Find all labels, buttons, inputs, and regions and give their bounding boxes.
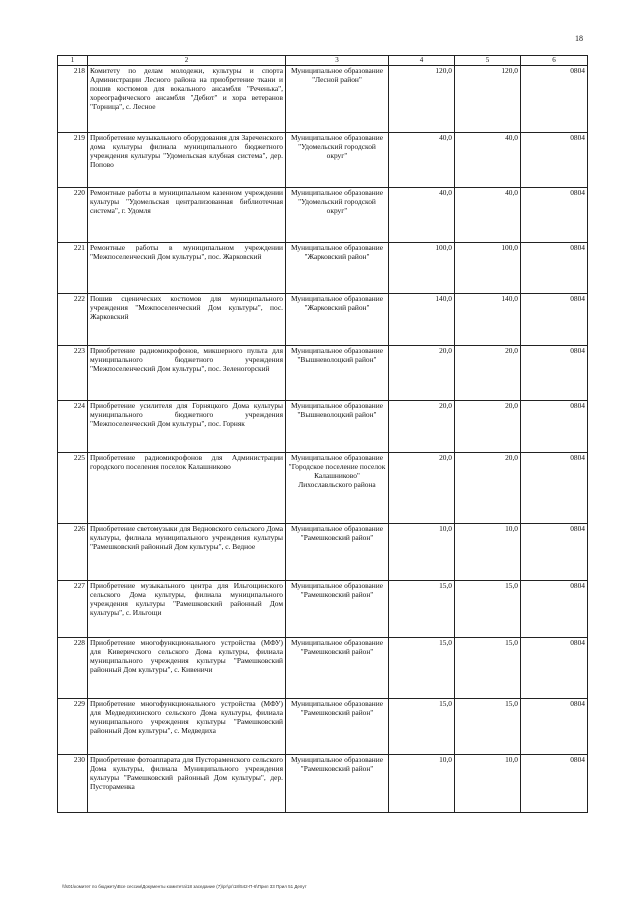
- row-amount-col5: 140,0: [455, 294, 521, 346]
- row-code: 0804: [521, 524, 588, 581]
- row-number: 229: [58, 699, 88, 755]
- appropriations-table: [57, 55, 588, 813]
- row-description: Приобретение радиомикрофонов, микшерного пульта для муниципального бюджетного учреждения "Межпоселенческий Дом культуры", пос. Зеленогорский: [88, 346, 286, 401]
- row-code: 0804: [521, 243, 588, 294]
- row-amount-col5: 100,0: [455, 243, 521, 294]
- table-row: [58, 755, 588, 813]
- row-amount-col5: 20,0: [455, 401, 521, 453]
- row-code: 0804: [521, 294, 588, 346]
- row-number: 225: [58, 453, 88, 524]
- row-code: 0804: [521, 453, 588, 524]
- row-number: 222: [58, 294, 88, 346]
- row-amount-col4: 20,0: [389, 453, 455, 524]
- row-description: Ремонтные работы в муниципальном казенном учреждении культуры "Удомельская централизованная библиотечная система", г. Удомля: [88, 188, 286, 243]
- column-number-row: [58, 56, 588, 66]
- row-municipality: Муниципальное образование "Рамешковский район": [286, 699, 389, 755]
- row-number: 220: [58, 188, 88, 243]
- row-description: Приобретение музыкального центра для Ильгощинского сельского Дома культуры, филиала муниципального учреждения культуры "Рамешковский районный Дом культуры", с. Ильгощи: [88, 581, 286, 638]
- row-amount-col5: 15,0: [455, 638, 521, 699]
- row-code: 0804: [521, 638, 588, 699]
- row-code: 0804: [521, 188, 588, 243]
- row-amount-col4: 120,0: [389, 66, 455, 133]
- row-number: 228: [58, 638, 88, 699]
- row-amount-col5: 15,0: [455, 699, 521, 755]
- col-header-1: 1: [58, 56, 88, 66]
- table-row: [58, 699, 588, 755]
- row-amount-col5: 20,0: [455, 453, 521, 524]
- table-row: [58, 66, 588, 133]
- row-amount-col4: 15,0: [389, 638, 455, 699]
- row-number: 221: [58, 243, 88, 294]
- row-code: 0804: [521, 133, 588, 188]
- row-code: 0804: [521, 581, 588, 638]
- col-header-3: 3: [286, 56, 389, 66]
- row-amount-col4: 100,0: [389, 243, 455, 294]
- row-code: 0804: [521, 755, 588, 813]
- col-header-2: 2: [88, 56, 286, 66]
- row-description: Приобретение многофункционального устройства (МФУ) для Киверичского сельского Дома культуры, филиала муниципального учреждения культуры "Рамешковский районный Дом культуры", с. Кивеничи: [88, 638, 286, 699]
- table-row: [58, 524, 588, 581]
- row-description: Приобретение музыкального оборудования для Зареченского дома культуры филиала муниципального бюджетного учреждения культуры "Удомельская клубная система", дер. Попово: [88, 133, 286, 188]
- row-description: Приобретение усилителя для Горняцкого Дома культуры муниципального бюджетного учреждения "Межпоселенческий Дом культуры", пос. Горняк: [88, 401, 286, 453]
- row-description: Ремонтные работы в муниципальном учреждении "Межпоселенческий Дом культуры", пос. Жарковский: [88, 243, 286, 294]
- table-row: [58, 581, 588, 638]
- row-number: 223: [58, 346, 88, 401]
- row-description: Приобретение светомузыки для Ведновского сельского Дома культуры, филиала муниципального учреждения культуры "Рамешковский районный Дом культуры", с. Ведное: [88, 524, 286, 581]
- row-municipality: Муниципальное образование "Рамешковский район": [286, 755, 389, 813]
- table-row: [58, 294, 588, 346]
- row-amount-col5: 10,0: [455, 755, 521, 813]
- row-amount-col5: 20,0: [455, 346, 521, 401]
- row-municipality: Муниципальное образование "Рамешковский район": [286, 524, 389, 581]
- row-municipality: Муниципальное образование "Вышневолоцкий район": [286, 401, 389, 453]
- row-amount-col4: 140,0: [389, 294, 455, 346]
- row-municipality: Муниципальное образование "Удомельский городской округ": [286, 188, 389, 243]
- row-code: 0804: [521, 66, 588, 133]
- row-municipality: Муниципальное образование "Лесной район": [286, 66, 389, 133]
- table-row: [58, 453, 588, 524]
- row-description: Комитету по делам молодежи, культуры и спорта Администрации Лесного района на приобретение ткани и пошив костюмов для вокального ансамбля "Реченька", хореографического ансамбля "Дебют" и хора ветеранов "Горница", с. Лесное: [88, 66, 286, 133]
- table-row: [58, 243, 588, 294]
- table-row: [58, 133, 588, 188]
- row-number: 218: [58, 66, 88, 133]
- row-amount-col4: 15,0: [389, 581, 455, 638]
- col-header-4: 4: [389, 56, 455, 66]
- row-description: Приобретение радиомикрофонов для Администрации городского поселения поселок Калашниково: [88, 453, 286, 524]
- row-amount-col4: 40,0: [389, 188, 455, 243]
- row-amount-col5: 40,0: [455, 188, 521, 243]
- row-municipality: Муниципальное образование "Городское поселение поселок Калашниково" Лихославльского района: [286, 453, 389, 524]
- row-amount-col5: 120,0: [455, 66, 521, 133]
- row-municipality: Муниципальное образование "Рамешковский район": [286, 638, 389, 699]
- page-number: 18: [575, 34, 583, 43]
- row-code: 0804: [521, 699, 588, 755]
- row-amount-col5: 40,0: [455, 133, 521, 188]
- row-amount-col4: 15,0: [389, 699, 455, 755]
- row-description: Пошив сценических костюмов для муниципального учреждения "Межпоселенческий Дом культуры", пос. Жарковский: [88, 294, 286, 346]
- row-municipality: Муниципальное образование "Вышневолоцкий район": [286, 346, 389, 401]
- row-code: 0804: [521, 346, 588, 401]
- row-municipality: Муниципальное образование "Рамешковский район": [286, 581, 389, 638]
- row-number: 226: [58, 524, 88, 581]
- file-path-footer: \\fs01\комитет по бюджету\Все сессии\Документы комитета\18 заседание (7)\рг\рг\18\542-П-6\Прил 33 Прил 51 Депут: [62, 884, 307, 889]
- row-municipality: Муниципальное образование "Жарковский район": [286, 243, 389, 294]
- table-row: [58, 401, 588, 453]
- row-municipality: Муниципальное образование "Жарковский район": [286, 294, 389, 346]
- row-amount-col5: 15,0: [455, 581, 521, 638]
- row-amount-col4: 20,0: [389, 401, 455, 453]
- col-header-6: 6: [521, 56, 588, 66]
- table-row: [58, 188, 588, 243]
- row-amount-col4: 10,0: [389, 755, 455, 813]
- row-amount-col4: 40,0: [389, 133, 455, 188]
- row-amount-col4: 20,0: [389, 346, 455, 401]
- row-amount-col4: 10,0: [389, 524, 455, 581]
- table-row: [58, 346, 588, 401]
- row-code: 0804: [521, 401, 588, 453]
- row-number: 219: [58, 133, 88, 188]
- row-amount-col5: 10,0: [455, 524, 521, 581]
- row-number: 230: [58, 755, 88, 813]
- table-row: [58, 638, 588, 699]
- row-municipality: Муниципальное образование "Удомельский городской округ": [286, 133, 389, 188]
- col-header-5: 5: [455, 56, 521, 66]
- row-number: 224: [58, 401, 88, 453]
- row-description: Приобретение фотоаппарата для Пустораменского сельского Дома культуры, филиала Муниципального учреждения культуры "Рамешковский районный Дом культуры", дер. Пустораменка: [88, 755, 286, 813]
- row-description: Приобретение многофункционального устройства (МФУ) для Медведихинского сельского Дома культуры, филиала муниципального учреждения культуры "Рамешковский районный Дом культуры", с. Медведиха: [88, 699, 286, 755]
- row-number: 227: [58, 581, 88, 638]
